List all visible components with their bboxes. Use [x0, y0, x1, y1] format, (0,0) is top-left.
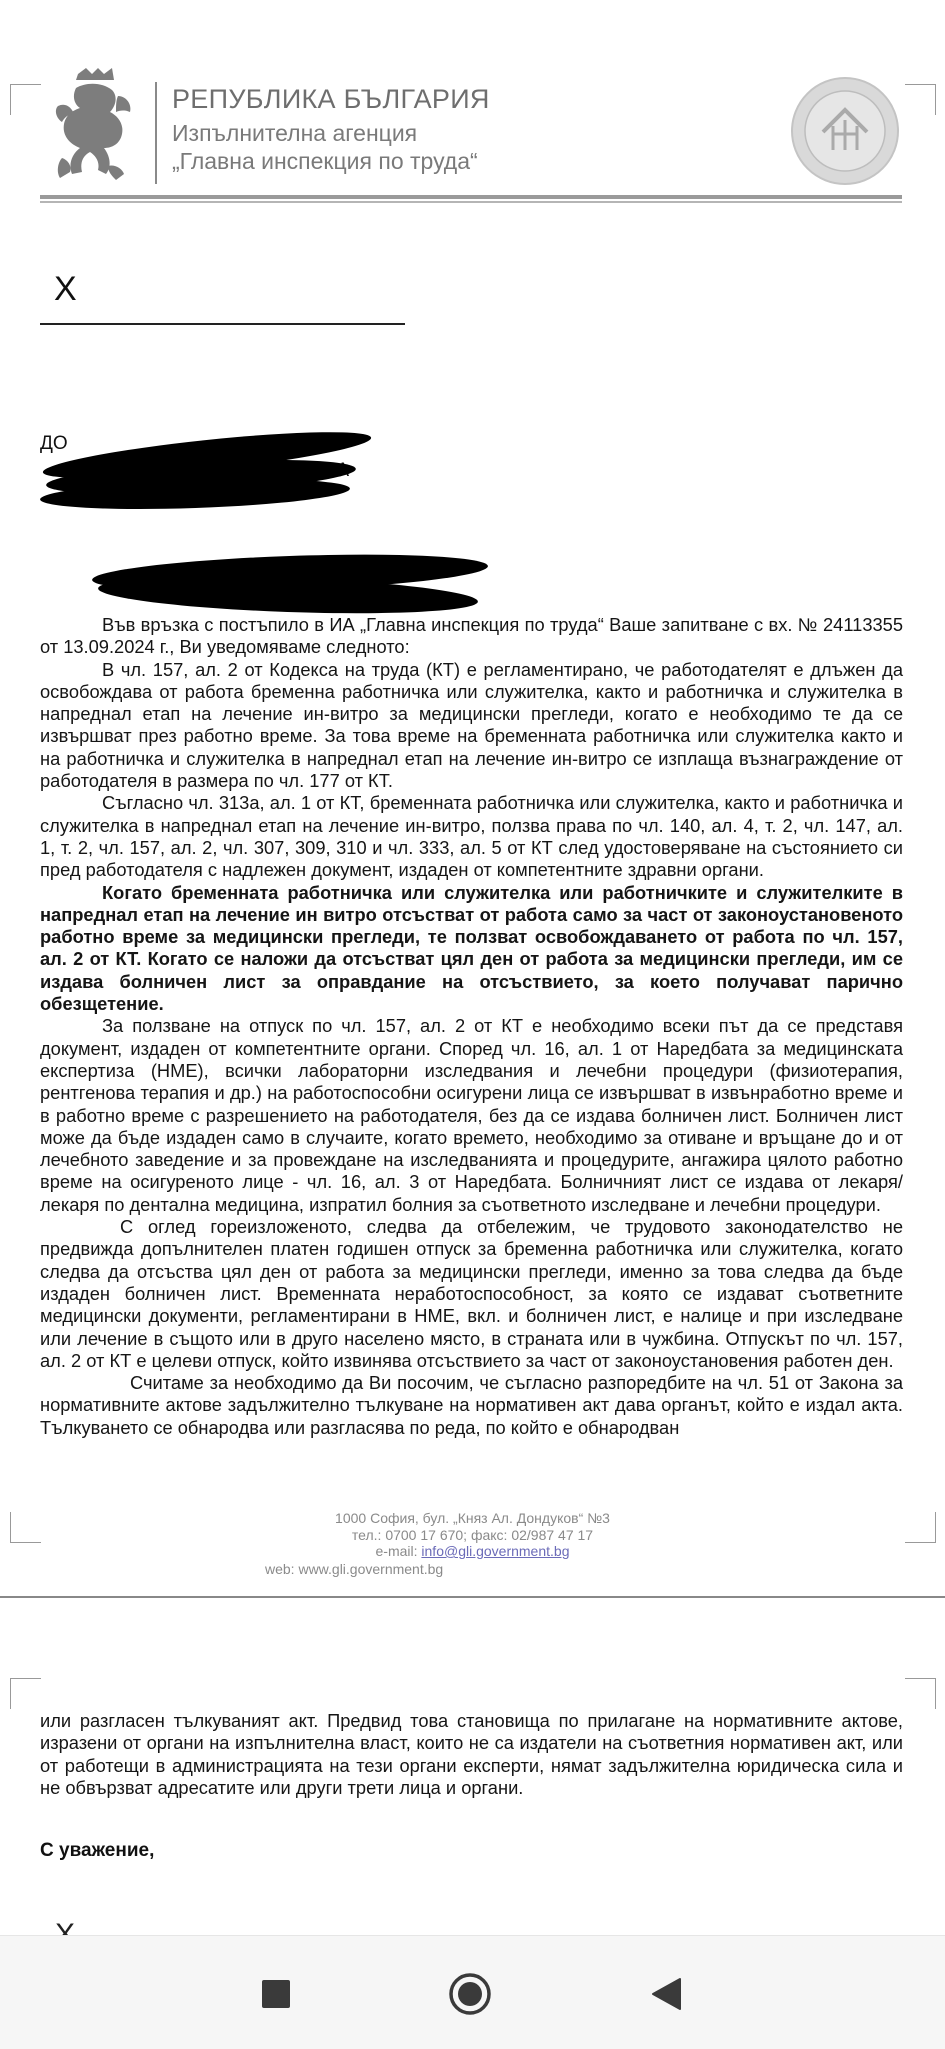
crop-mark-top-right [905, 84, 936, 115]
footer-email-label: e-mail: [375, 1543, 422, 1559]
letterhead-divider [155, 82, 157, 184]
paragraph: или разгласен тълкуваният акт. Предвид това становища по прилагане на нормативните актове, изразени от органи на изпълнителна власт, които не са издатели на съответния нормативен акт, или от работещи в администрацията на тези органи експерти, нямат задължителна юридическа сила и не обвързват адресатите или други трети лица и органи. [40, 1710, 903, 1798]
coat-of-arms-icon [48, 66, 140, 188]
footer-phone: тел.: 0700 17 670; факс: 02/987 47 17 [351, 1526, 594, 1543]
paragraph-bold: Когато бременната работничка или служителка или работничките и служителките в напреднал етап на лечение ин витро отсъстват от работа само за част от законоустановеното работно време за медицински прегледи, те ползват освобождаването от работа по чл. 157, ал. 2 от КТ. Когато се наложи да отсъстват цял ден от работа за медицински прегледи, им се издава болничен лист за оправдание на отсъствието, за което получават парично обезщетение. [40, 881, 903, 1015]
crop-mark-top-left [10, 1678, 41, 1709]
footer-web: web: www.gli.government.bg [265, 1561, 444, 1577]
crop-mark-top-left [10, 84, 41, 115]
home-button[interactable] [448, 1972, 492, 2016]
signature-mark-partial [55, 1918, 75, 1934]
closing-salutation: С уважение, [40, 1840, 155, 1861]
letterhead-rule-thin [40, 201, 902, 203]
recents-button[interactable] [254, 1972, 298, 2016]
paragraph: В чл. 157, ал. 2 от Кодекса на труда (КТ) е регламентирано, че работодателят е длъжен да освобождава от работа бременна работничка или служителка, както и работничка и служителка в напреднал етап на лечение ин-витро за медицински прегледи, когато е необходимо те да се извършват през работно време. За това време на бременната работничка или служителка както и на работничка и служителка в напреднал етап на лечение ин-витро се изплаща възнаграждение от работодателя в размера по чл. 177 от КТ. [40, 658, 903, 792]
home-circle-icon [448, 1972, 492, 2016]
letterhead-country: РЕПУБЛИКА БЪЛГАРИЯ [172, 84, 490, 114]
letterhead-rule [40, 195, 902, 199]
signature-mark: X [54, 270, 77, 308]
crop-mark-top-right [905, 1678, 936, 1709]
letterhead-agency-line2: „Главна инспекция по труда“ [172, 148, 478, 174]
recents-square-icon [261, 1979, 291, 2009]
footer-address: 1000 София, бул. „Княз Ал. Дондуков“ №3 [335, 1510, 610, 1526]
footer-email-line [0, 1543, 945, 1560]
back-triangle-icon [650, 1977, 682, 2011]
paragraph: Считаме за необходимо да Ви посочим, че съгласно разпоредбите на чл. 51 от Закона за нормативните актове задължително тълкуване на нормативен акт дава органът, който е издал акта. Тълкуването се обнародва или разгласява по реда, по който е обнародван [40, 1372, 903, 1438]
addressee-to: ДО [40, 433, 68, 454]
letterhead-agency-line1: Изпълнителна агенция [172, 120, 418, 146]
back-button[interactable] [644, 1972, 688, 2016]
footer-email-link[interactable]: info@gli.government.bg [421, 1543, 570, 1559]
footer-contacts [0, 1510, 945, 1560]
paragraph: С оглед гореизложеното, следва да отбележим, че трудовото законодателство не предвижда допълнителен платен годишен отпуск за бременна работничка или служителка, когато следва да отсъства цял ден от работа за медицински прегледи, именно за това следва да бъде издаден болничен лист. Временната неработоспособност, за която се издават съответните медицински документи, регламентирани в НМЕ, вкл. и болничен лист, е налице и при изследване или лечение в същото или в друго населено място, в страната или в чужбина. Отпускът по чл. 157, ал. 2 от КТ е целеви отпуск, който извинява отсъствието за част от законоустановения работен ден. [40, 1216, 903, 1371]
signature-line [40, 323, 405, 325]
paragraph: Във връзка с постъпило в ИА „Главна инспекция по труда“ Ваше запитване с вх. № 24113355 от 13.09.2024 г., Ви уведомяваме следното: [40, 614, 903, 658]
agency-seal-icon [790, 76, 900, 186]
letter-body [40, 614, 903, 1439]
paragraph: За ползване на отпуск по чл. 157, ал. 2 от КТ е необходимо всеки път да се представя документ, издаден от компетентните органи. Според чл. 16, ал. 1 от Наредбата за медицинската експертиза (НМЕ), всички лабораторни изследвания и лечебни процедури (физиотерапия, рентгенова терапия и др.) на работоспособни осигурени лица се извършват в извънработно време и в работно време с разрешението на работодателя, без да се издава болничен лист. Болничен лист може да бъде издаден само в случаите, когато времето, необходимо за отиване и връщане до и от лечебното заведение и за провеждане на изследванията и процедурите, ангажира цялото работно време на осигуреното лице - чл. 16, ал. 3 от Наредбата. Болничният лист се издава от лекаря/лекаря по дентална медицина, изпратил болния за съответното изследване и лечебни процедури. [40, 1015, 903, 1215]
system-navigation-bar [0, 1935, 945, 2049]
page2-body [40, 1710, 903, 1799]
paragraph: Съгласно чл. 313а, ал. 1 от КТ, бременната работничка или служителка, както и работничка и служителка в напреднал етап на лечение ин-витро, ползва права по чл. 140, ал. 4, т. 2, чл. 147, ал. 1, т. 2, чл. 157, ал. 2, чл. 307, 309, 310 и чл. 333, ал. 5 от КТ след удостоверяване на състоянието си пред работодателя с надлежен документ, издаден от компетентните здравни органи. [40, 792, 903, 881]
page-separator [0, 1596, 945, 1598]
